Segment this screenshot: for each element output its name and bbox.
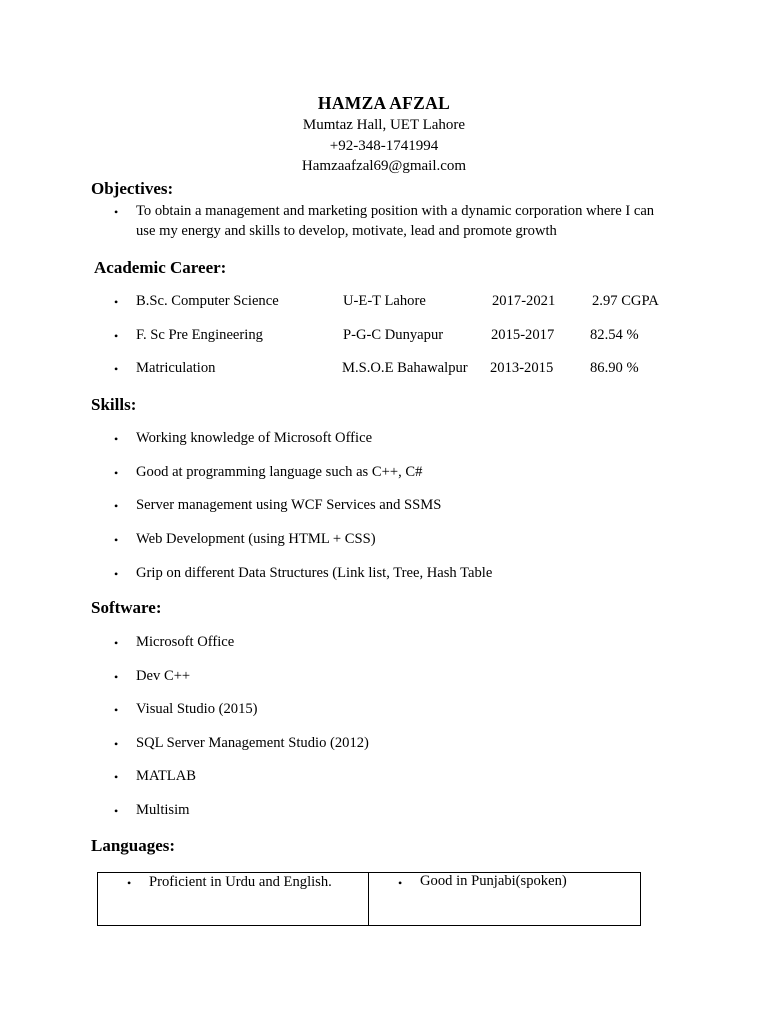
email-line: Hamzaafzal69@gmail.com <box>301 158 467 174</box>
academic-score: 86.90 % <box>590 360 639 376</box>
software-item: Multisim <box>136 802 190 818</box>
skill-item: Working knowledge of Microsoft Office <box>136 430 373 446</box>
bullet-glyph: • <box>114 295 119 309</box>
bullet-glyph: • <box>114 567 119 581</box>
languages-cell <box>369 873 640 925</box>
software-item: Dev C++ <box>136 668 191 684</box>
academic-institute: U-E-T Lahore <box>343 293 426 309</box>
language-item: Proficient in Urdu and English. <box>149 874 332 890</box>
academic-degree: B.Sc. Computer Science <box>136 293 279 309</box>
bullet-glyph: • <box>114 703 119 717</box>
bullet-glyph: • <box>114 737 119 751</box>
academic-institute: P-G-C Dunyapur <box>343 327 444 343</box>
bullet-glyph: • <box>398 876 403 890</box>
bullet-glyph: • <box>114 636 119 650</box>
academic-degree: Matriculation <box>136 360 216 376</box>
languages-heading: Languages: <box>91 836 176 855</box>
skill-item: Good at programming language such as C++, C# <box>136 464 423 480</box>
skill-item: Web Development (using HTML + CSS) <box>136 531 376 547</box>
languages-table <box>97 872 641 926</box>
software-heading: Software: <box>91 598 162 617</box>
bullet-glyph: • <box>114 804 119 818</box>
bullet-glyph: • <box>114 466 119 480</box>
phone-line: +92-348-1741994 <box>329 138 439 154</box>
academic-years: 2017-2021 <box>492 293 556 309</box>
skill-item: Server management using WCF Services and SSMS <box>136 497 442 513</box>
academic-score: 82.54 % <box>590 327 639 343</box>
objective-text-line-1: To obtain a management and marketing position with a dynamic corporation where I can <box>136 203 655 219</box>
bullet-glyph: • <box>114 362 119 376</box>
bullet-glyph: • <box>114 432 119 446</box>
software-item: Microsoft Office <box>136 634 235 650</box>
language-item: Good in Punjabi(spoken) <box>420 873 567 889</box>
skill-item: Grip on different Data Structures (Link list, Tree, Hash Table <box>136 565 493 581</box>
academic-years: 2013-2015 <box>490 360 554 376</box>
bullet-glyph: • <box>114 533 119 547</box>
objectives-heading: Objectives: <box>91 179 174 198</box>
objective-text-line-2: use my energy and skills to develop, motivate, lead and promote growth <box>136 223 557 239</box>
bullet-glyph: • <box>114 205 119 219</box>
software-item: SQL Server Management Studio (2012) <box>136 735 369 751</box>
academic-degree: F. Sc Pre Engineering <box>136 327 263 343</box>
bullet-glyph: • <box>127 876 132 890</box>
address-line: Mumtaz Hall, UET Lahore <box>302 117 466 133</box>
bullet-glyph: • <box>114 499 119 513</box>
bullet-glyph: • <box>114 329 119 343</box>
languages-cell <box>98 873 369 925</box>
resume-name: HAMZA AFZAL <box>317 93 451 113</box>
bullet-glyph: • <box>114 670 119 684</box>
academic-career-heading: Academic Career: <box>94 258 227 277</box>
skills-heading: Skills: <box>91 395 137 414</box>
bullet-glyph: • <box>114 770 119 784</box>
software-item: MATLAB <box>136 768 196 784</box>
academic-score: 2.97 CGPA <box>592 293 659 309</box>
academic-institute: M.S.O.E Bahawalpur <box>342 360 468 376</box>
academic-years: 2015-2017 <box>491 327 555 343</box>
software-item: Visual Studio (2015) <box>136 701 258 717</box>
